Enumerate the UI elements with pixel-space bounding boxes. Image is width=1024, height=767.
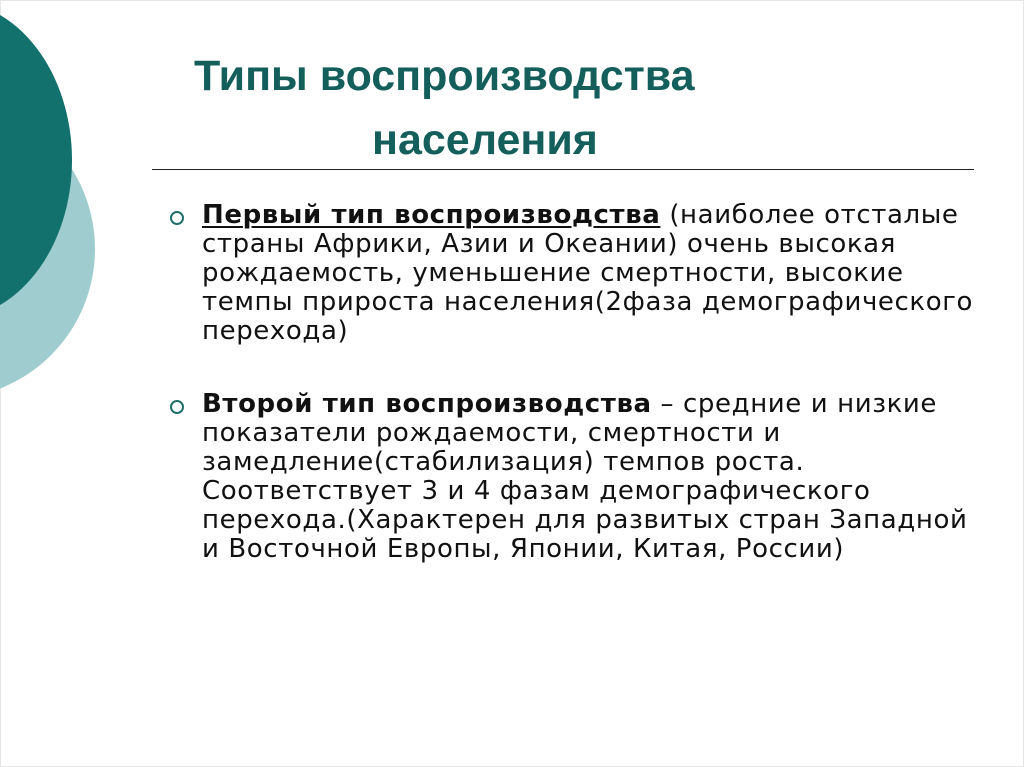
bullet-item-second-type xyxy=(168,390,988,564)
slide-title-line-1: Типы воспроизводства xyxy=(194,52,695,100)
bullet-heading: Первый тип воспроизводства xyxy=(202,200,661,230)
bullet-body: (наиболее отсталые страны Африки, Азии и Океании) очень высокая рождаемость, уменьшение смертности, высокие темпы прироста населения(2фаза демографического перехода) xyxy=(202,200,973,346)
bullet-circle-icon xyxy=(170,400,184,414)
bullet-heading: Второй тип воспроизводства xyxy=(202,389,652,419)
slide-title xyxy=(150,44,970,172)
slide-title-line-2: населения xyxy=(372,116,598,164)
bullet-body: – средние и низкие показатели рождаемости, смертности и замедление(стабилизация) темпов роста. Соответствует 3 и 4 фазам демографического перехода.(Характерен для развитых стран Западной и Восточной Европы, Японии, Китая, России) xyxy=(202,389,968,564)
bullet-item-first-type xyxy=(168,201,988,346)
bullet-circle-icon xyxy=(170,211,184,225)
bullet-list xyxy=(168,201,988,564)
title-divider xyxy=(152,169,974,170)
